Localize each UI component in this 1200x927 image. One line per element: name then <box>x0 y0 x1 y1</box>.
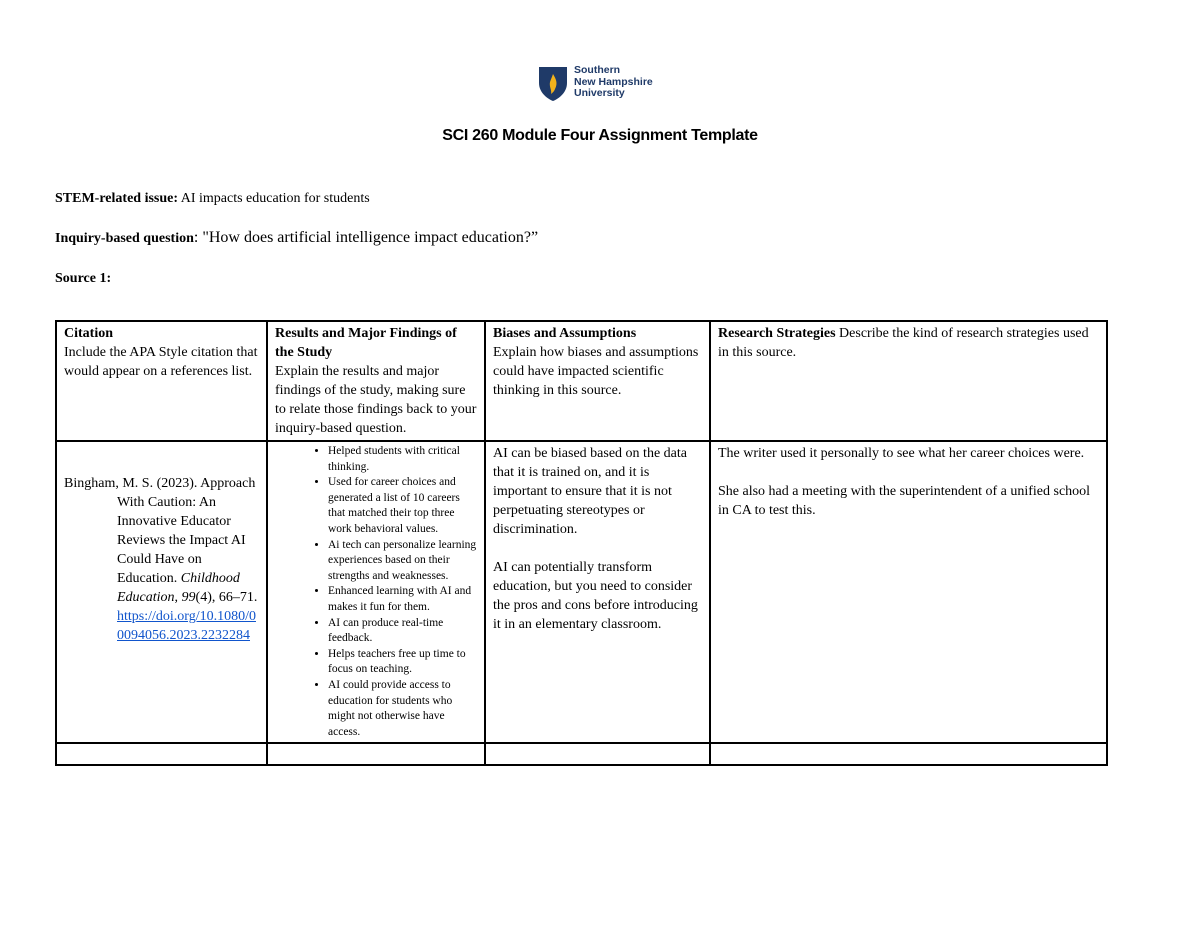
source-label: Source 1: <box>55 271 112 286</box>
logo-wordmark <box>574 65 653 100</box>
citation-line: Bingham, M. S. (2023). Approach <box>64 476 256 491</box>
snhu-shield-icon <box>538 66 568 102</box>
citation-link-line[interactable] <box>64 607 259 626</box>
snhu-logo <box>538 64 668 104</box>
citation-line <box>64 569 259 588</box>
citation-cell <box>56 441 267 743</box>
inquiry-question-label: Inquiry-based question <box>55 231 194 246</box>
empty-cell[interactable] <box>267 743 485 765</box>
findings-list <box>275 444 477 740</box>
doi-link[interactable]: 0094056.2023.2232284 <box>117 628 250 643</box>
strategies-cell <box>710 441 1107 743</box>
header-results-title: Results and Major Findings of the Study <box>275 326 457 360</box>
list-item: • AI could provide access to education for students who might not otherwise have access. <box>328 678 477 740</box>
findings-cell <box>267 441 485 743</box>
stem-issue-label: STEM-related issue: <box>55 191 179 206</box>
list-item: • Used for career choices and generated a list of 10 careers that matched their top three work behavioral values. <box>328 475 477 537</box>
header-citation <box>56 321 267 441</box>
citation-line: Could Have on <box>117 552 202 567</box>
table-row <box>56 441 1107 743</box>
doi-link[interactable]: https://doi.org/10.1080/0 <box>117 609 256 624</box>
header-citation-title: Citation <box>64 326 113 341</box>
table-header-row <box>56 321 1107 441</box>
header-biases-desc: Explain how biases and assumptions could have impacted scientific thinking in this source. <box>493 345 699 398</box>
list-item: • Helps teachers free up time to focus on teaching. <box>328 647 477 678</box>
header-biases-title: Biases and Assumptions <box>493 326 637 341</box>
header-results-desc: Explain the results and major findings of the study, making sure to relate those findings back to your inquiry-based question. <box>275 364 477 436</box>
citation-journal: Childhood <box>180 571 240 586</box>
inquiry-question-line <box>55 229 538 247</box>
list-item: • Helped students with critical thinking. <box>328 444 477 475</box>
header-strategies-desc: Describe the kind of research strategies used in this source. <box>718 326 1089 360</box>
source-label-line <box>55 271 111 287</box>
header-citation-desc: Include the APA Style citation that would appear on a references list. <box>64 345 258 379</box>
logo-line-2: New Hampshire <box>574 75 653 88</box>
citation-line: With Caution: An <box>117 495 216 510</box>
header-strategies-title: Research Strategies <box>718 326 836 341</box>
strategies-paragraph: She also had a meeting with the superintendent of a unified school in CA to test this. <box>718 484 1091 518</box>
source-table <box>55 320 1108 766</box>
table-row-empty <box>56 743 1107 765</box>
stem-issue-value: AI impacts education for students <box>178 191 370 206</box>
biases-paragraph: AI can be biased based on the data that it is trained on, and it is important to ensure that it is not perpetuating stereotypes or discrimination. <box>493 446 687 537</box>
header-strategies <box>710 321 1107 441</box>
citation-line <box>64 588 259 607</box>
inquiry-question-value: : "How does artificial intelligence impact education?” <box>193 229 539 246</box>
list-item: • Ai tech can personalize learning experiences based on their strengths and weaknesses. <box>328 538 477 585</box>
biases-paragraph: AI can potentially transform education, but you need to consider the pros and cons before introducing it in an elementary classroom. <box>493 560 698 632</box>
header-biases <box>485 321 710 441</box>
stem-issue-line <box>55 191 370 207</box>
citation-issue-pages: (4), 66–71. <box>195 590 258 605</box>
citation-journal: Education <box>117 590 175 605</box>
empty-cell[interactable] <box>56 743 267 765</box>
logo-line-3: University <box>574 87 625 99</box>
strategies-paragraph: The writer used it personally to see what her career choices were. <box>718 446 1085 461</box>
logo-line-1: Southern <box>574 64 621 76</box>
list-item: • AI can produce real-time feedback. <box>328 616 477 647</box>
citation-text: Education. <box>117 571 181 586</box>
citation-link-line[interactable] <box>64 626 259 645</box>
list-item: • Enhanced learning with AI and makes it fun for them. <box>328 584 477 615</box>
header-results <box>267 321 485 441</box>
biases-cell <box>485 441 710 743</box>
empty-cell[interactable] <box>485 743 710 765</box>
empty-cell[interactable] <box>710 743 1107 765</box>
citation-text: , <box>174 590 182 605</box>
citation-volume: 99 <box>181 590 196 605</box>
citation-line: Reviews the Impact AI <box>117 533 246 548</box>
citation-line: Innovative Educator <box>117 514 231 529</box>
document-title: SCI 260 Module Four Assignment Template <box>442 127 758 144</box>
